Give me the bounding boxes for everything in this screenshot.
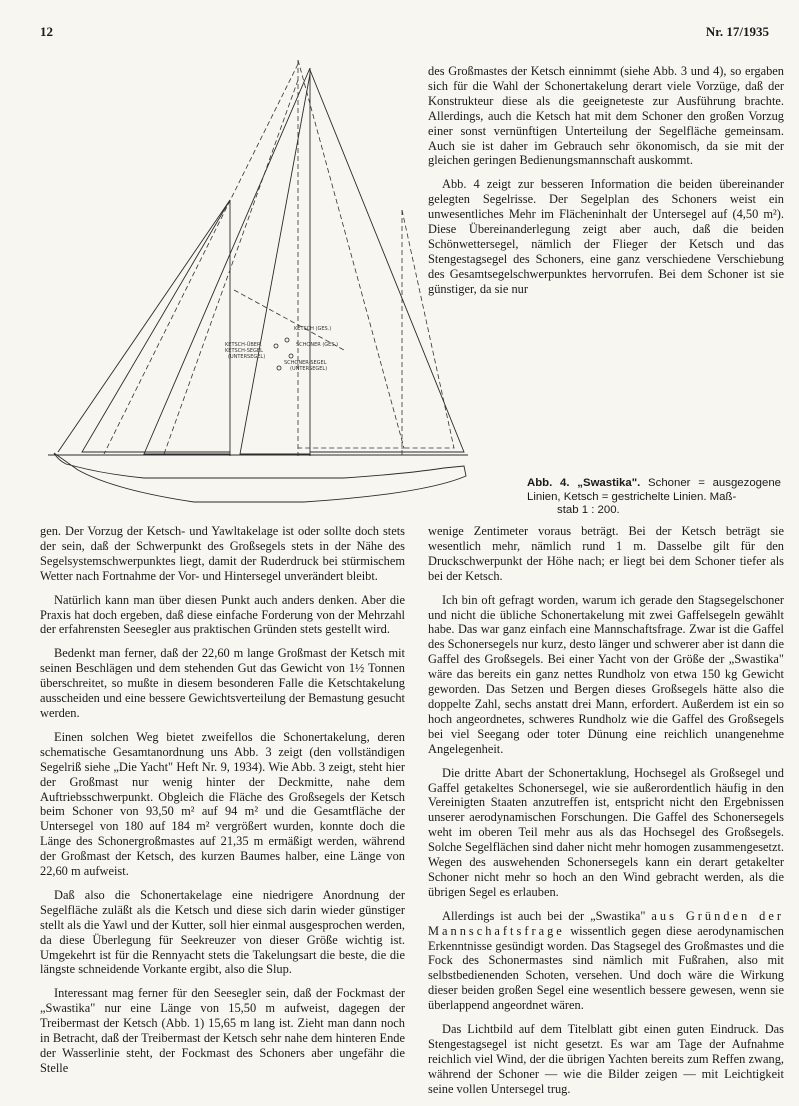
fore-staysail xyxy=(144,68,310,454)
annot-schoner-unter: SCHONER-SEGEL xyxy=(284,360,327,366)
paragraph: Daß also die Schonertakelage eine niedrigere Anordnung der Segelfläche zuläßt als die Ketsch und diese sich darin wieder günstiger stellt als die Yawl und der Kutter, soll hier einmal ausgesprochen werden, da diese Überlegung für Seekreuzer von dieser Größe wichtig ist. Umgekehrt ist für die Rennyacht stets die Takelungsart die beste, die die längste schneidende Vorkante ergibt, also die Slup. xyxy=(40,887,405,977)
figure-caption xyxy=(527,477,781,518)
text-column-top-right xyxy=(428,64,784,306)
annot-ketsch-ueber: KETSCH-ÜBER. xyxy=(225,342,262,348)
text-column-right xyxy=(428,524,784,1106)
caption-label: Abb. 4. „Swastika". xyxy=(527,477,641,489)
annot-ketsch-unter: KETSCH-SEGEL xyxy=(225,348,263,354)
paragraph: Interessant mag ferner für den Seesegler sein, daß der Fockmast der „Swastika" nur eine Länge von 15,50 m aufweist, dagegen der Treibermast der Ketsch (Abb. 1) 15,65 m lang ist. Zieht man dann noch in Betracht, daß der Treibermast der Ketsch sehr nahe dem hinteren Ende der Wasserlinie steht, der Fockmast des Schoners aber ungefähr die Stelle xyxy=(40,986,405,1075)
ketch-mainsail xyxy=(298,60,404,448)
paragraph: Einen solchen Weg bietet zweifellos die Schonertakelung, deren schematische Gesamtanordnung uns Abb. 3 zeigt (den vollständigen Segelriß siehe „Die Yacht" Heft Nr. 9, 1934). Wie Abb. 3 zeigt, steht hier der Großmast nur wenig hinter der Deckmitte, nahe dem Auftriebsschwerpunkt. Obgleich die Fläche des Großsegels der Ketsch beim Schoner von 93,50 m² auf 94 m² und die Gesamtfläche der Untersegel von 180 auf 184 m² vergrößert wurden, konnte doch die Länge des Schonergroßmastes auf 21,35 m ermäßigt werden, während der Großmast der Ketsch, des kurzen Baumes halber, eine Länge von 22,60 m aufweist. xyxy=(40,729,405,879)
caption-text: Schoner = ausgezogene Linien, Ketsch = gestrichelte Linien. Maß- xyxy=(527,477,782,503)
annot-schoner-unter2: (UNTERSEGEL) xyxy=(290,366,328,372)
annot-schoner-ges: SCHONER (GES.) xyxy=(296,342,339,348)
text-run: wissentlich gegen diese aerodynamischen Erkenntnisse gesündigt worden. Das Stagsegel des Großmastes und die Fock des Schonermastes sind nämlich mit Fußrahen, also mit selbstbedienenden Schoten, versehen. Und doch wäre die Wirkung dieser beiden großen Segel eine wesentlich bessere gewesen, wenn sie überlappend angeordnet wären. xyxy=(428,923,784,1013)
annot-ketsch-unter2: (UNTERSEGEL) xyxy=(228,354,266,360)
hull xyxy=(54,453,466,502)
paragraph: gen. Der Vorzug der Ketsch- und Yawltakelage ist oder sollte doch stets der sein, daß der Schwerpunkt des Großsegels stets in der Nähe des Segelsystemschwerpunktes liegt, damit der Ruderdruck bei stürmischem Wetter nach Fortnahme der Vor- und Hintersegel unverändert bleibt. xyxy=(40,524,405,583)
paragraph: Natürlich kann man über diesen Punkt auch anders denken. Aber die Praxis hat doch ergeben, daß diese einfache Forderung von der Mehrzahl der erfahrensten Seesegler aus praktischen Gründen stets gestellt wird. xyxy=(40,592,405,637)
issue-number: Nr. 17/1935 xyxy=(705,24,769,39)
ketch-headsail xyxy=(104,64,298,454)
main-staysail xyxy=(240,74,310,454)
paragraph: Das Lichtbild auf dem Titelblatt gibt einen guten Eindruck. Das Stengestagsegel ist nicht gesetzt. Es war am Tage der Aufnahme reichlich viel Wind, der die übrigen Yachten bereits zum Reffen zwang, während der Schoner — wie die Bilder zeigen — mit Leichtigkeit seine vollen Untersegel trug. xyxy=(428,1022,784,1096)
paragraph: Abb. 4 zeigt zur besseren Information die beiden übereinander gelegten Segelrisse. Der Segelplan des Schoners weist ein unwesentliches Mehr im Flächeninhalt der Untersegel auf (4,50 m²). Diese Übereinanderlegung zeigt aber auch, daß die beiden Schönwettersegel, nämlich der Flieger der Ketsch und das Stengestagsegel des Schoners, eine ganz verschiedene Verschiebung des Gesamtsegelschwerpunktes hervorrufen. Bei dem Schoner ist sie günstiger, da sie nur xyxy=(428,177,784,296)
caption-scale: stab 1 : 200. xyxy=(557,504,620,516)
sail-plan-figure xyxy=(44,50,474,510)
paragraph: wenige Zentimeter voraus beträgt. Bei der Ketsch beträgt sie wesentlich mehr, nämlich rund 1 m. Dasselbe gilt für den Druckschwerpunkt der Höhe nach; er liegt bei dem Schoner tiefer als bei der Ketsch. xyxy=(428,524,784,583)
paragraph xyxy=(428,909,784,1013)
jib-sail xyxy=(82,200,230,452)
spaced-emphasis: aus Gründen der Mannschaftsfrage xyxy=(428,908,784,938)
paragraph: Bedenkt man ferner, daß der 22,60 m lange Großmast der Ketsch mit seinen Beschlägen und dem stehenden Gut das Gewicht von 1½ Tonnen überschreitet, so mußte in diesem besonderen Falle die Ketschtakelung ausscheiden und eine bessere Gewichtsverteilung der Bemastung gesucht werden. xyxy=(40,646,405,720)
paragraph: des Großmastes der Ketsch einnimmt (siehe Abb. 3 und 4), so ergaben sich für die Wahl der Schonertakelung derart viele Vorzüge, daß der Konstrukteur diese als die geeigneteste zur Ausführung brachte. Allerdings, auch die Ketsch hat mit dem Schoner den großen Vorzug einer sonst vernünftigen Unterteilung der Segelfläche gemeinsam. Auch sie ist daher im Gebrauch sehr ökonomisch, da sie mit der gleichen geringen Bedienungsmannschaft auskommt. xyxy=(428,64,784,168)
text-column-left xyxy=(40,524,405,1085)
page-number: 12 xyxy=(40,24,53,39)
text-run: Allerdings ist auch bei der „Swastika" xyxy=(442,908,646,923)
paragraph: Ich bin oft gefragt worden, warum ich gerade den Stagsegelschoner und nicht die übliche Schonertakelung mit zwei Gaffelsegeln gewählt habe. Das war ganz einfach eine Mannschaftsfrage. Zwar ist die Gaffel des Schonersegels nur kurz, desto länger und schwerer aber ist dann die Gaffel des Großsegels. Bei einer Yacht von der Größe der „Swastika" wäre das bereits ein ganz nettes Rundholz von etwa 150 kg Gewicht geworden. Das Setzen und Bergen dieses Großsegels hätte also die doppelte Zahl, sechs anstatt drei Mann, erfordert. Außerdem ist ein so hoch angeordnetes, schweres Rundholz wie die Gaffel des Großsegels bei viel Seegang oder toter Dünung eine reichlich unangenehme Angelegenheit. xyxy=(428,592,784,756)
paragraph: Die dritte Abart der Schonertaklung, Hochsegel als Großsegel und Gaffel getakeltes Schonersegel, wie sie außerordentlich häufig in den Vereinigten Staaten anzutreffen ist, entspricht nicht den Ergebnissen unserer aerodynamischen Forschungen. Die Gaffel des Schonersegels weht im oberen Teil mehr aus als das Hochsegel des Großsegels. Solche Segelflächen sind daher nicht mehr homogen zusammengesetzt. Wegen des auswehenden Schonersegels kann ein derart getakelter Schoner nicht mehr so hoch an den Wind gebracht werden, als die übrigen Segel es erlauben. xyxy=(428,765,784,899)
annot-ketsch-ges: KETSCH (GES.) xyxy=(294,326,332,332)
